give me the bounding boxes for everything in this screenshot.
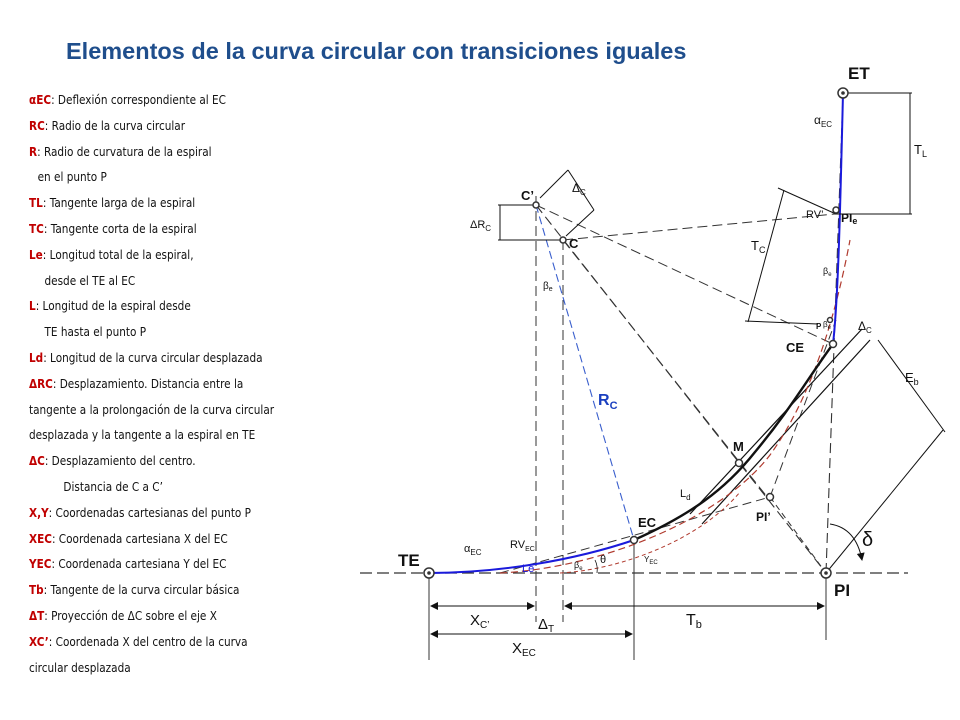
label-ec: EC [638, 515, 657, 530]
point-markers [424, 88, 848, 578]
et-point-inner [841, 91, 845, 95]
label-tl: $T_L$ [914, 142, 927, 159]
label-delta-c-right: $\Delta_C$ [858, 319, 872, 335]
legend-text: TE hasta el punto P [44, 325, 147, 340]
label-c1: C’ [521, 188, 534, 203]
label-rc: $R_C$ [598, 392, 618, 412]
legend-key: XEC [29, 531, 52, 546]
legend-key: TL [29, 196, 43, 211]
label-te: TE [398, 551, 420, 570]
label-pi2: PI’ [756, 510, 771, 524]
label-eb: $E_b$ [905, 370, 919, 387]
legend-text: : Tangente corta de la espiral [43, 221, 197, 236]
label-tb: Tb [686, 612, 702, 631]
eb-ext [826, 430, 943, 573]
legend-key: αEC [29, 93, 52, 107]
legend-text: : Coordenadas cartesianas del punto P [48, 505, 252, 520]
theta-arc [595, 560, 597, 573]
legend-text: circular desplazada [29, 660, 131, 675]
label-theta: θ [600, 554, 607, 566]
legend-key: ΔRC [29, 376, 53, 391]
legend-text: : Longitud total de la espiral, [42, 247, 194, 262]
label-rv1: RV’ [806, 209, 824, 221]
tangent-at-m-1 [690, 329, 862, 514]
pie-point [833, 207, 839, 213]
legend-text: : Longitud de la espiral desde [35, 299, 191, 314]
legend-key: L [29, 299, 36, 314]
delta-arc [830, 524, 862, 560]
legend-key: ΔC [29, 454, 45, 469]
tc-dim [748, 190, 784, 322]
center-to-pie-line [563, 214, 835, 240]
label-ld: $L_d$ [680, 488, 691, 502]
label-xec: $X_{EC}$ [512, 640, 536, 659]
label-beta-e3: $\beta_e$ [823, 266, 832, 278]
legend-key: Le [29, 247, 43, 262]
label-le: Le [522, 563, 535, 575]
label-pie: PIe [841, 211, 858, 226]
tc-ext-bot [745, 321, 818, 324]
pi2-tangent-a [500, 497, 770, 573]
label-ce: CE [786, 340, 805, 355]
label-yec: $Y_{EC}$ [644, 555, 658, 566]
legend-text: : Tangente de la curva circular básica [43, 583, 240, 598]
label-delta-rc: $\Delta R_C$ [470, 219, 492, 233]
legend-key: RC [29, 118, 45, 133]
pi2-to-pi-line [770, 497, 826, 573]
label-alpha-ec-bot: $\alpha_{EC}$ [464, 543, 482, 557]
label-beta-e1: $\beta_e$ [543, 281, 553, 293]
radius-line [536, 205, 634, 540]
pi2-point [767, 494, 774, 501]
label-c: C [569, 236, 579, 251]
legend-text: : Tangente larga de la espiral [42, 196, 196, 211]
legend-text: : Coordenada X del centro de la curva [48, 634, 248, 649]
label-beta-e2: $\beta_e$ [574, 560, 583, 572]
label-m: M [733, 439, 744, 454]
eb-dim [878, 340, 945, 432]
legend-text: : Deflexión correspondiente al EC [51, 93, 226, 107]
label-delta: δ [862, 529, 874, 551]
legend-text: : Radio de curvatura de la espiral [37, 144, 212, 159]
legend-text: : Coordenada cartesiana X del EC [51, 531, 228, 546]
page-title: Elementos de la curva circular con transiciones iguales [66, 38, 687, 64]
label-xc: $X_{C’}$ [470, 612, 490, 631]
delta-c-box-3 [566, 210, 594, 236]
label-beta-e4: $\beta_e$ [823, 320, 831, 331]
c-point [560, 237, 566, 243]
legend-text: Distancia de C a C’ [63, 479, 163, 494]
label-pi: PI [834, 581, 851, 600]
legend-text: tangente a la prolongación de la curva circular [29, 402, 275, 417]
legend-key: Tb [29, 583, 44, 598]
legend-text: en el punto P [37, 170, 107, 185]
delta-c-box-1 [540, 170, 568, 198]
legend-key: ΔT [29, 608, 45, 623]
legend-text: : Longitud de la curva circular desplazada [43, 350, 263, 365]
m-point [736, 460, 743, 467]
label-delta-c-top: $\Delta_C$ [572, 181, 586, 197]
label-tc: $T_C$ [751, 238, 766, 255]
tangent-at-m-2 [702, 340, 870, 524]
legend-text: desplazada y la tangente a la espiral en TE [29, 428, 256, 443]
ce-point [830, 341, 837, 348]
p-point [828, 318, 833, 323]
legend-key: X,Y [29, 505, 49, 520]
legend-key: R [29, 144, 38, 159]
legend-text: : Proyección de ΔC sobre el eje X [44, 608, 217, 623]
label-alpha-ec-top: $\alpha_{EC}$ [814, 113, 833, 129]
legend-key: XC’ [29, 634, 49, 649]
label-et: ET [848, 64, 870, 83]
legend-key: Ld [29, 350, 44, 365]
legend-text: : Desplazamiento del centro. [44, 454, 196, 469]
legend-text: : Desplazamiento. Distancia entre la [52, 376, 244, 391]
te-point-inner [427, 571, 431, 575]
ec-point [631, 537, 638, 544]
legend-text: desde el TE al EC [44, 273, 136, 288]
pi-point-inner [824, 571, 828, 575]
label-delta-t: $\Delta_T$ [538, 616, 555, 635]
legend-text: : Coordenada cartesiana Y del EC [51, 557, 227, 572]
label-p: P [816, 322, 822, 331]
label-rvec: $RV_{EC}$ [510, 539, 535, 553]
legend-text: : Radio de la curva circular [44, 118, 186, 133]
legend-key: TC [29, 221, 44, 236]
bisector-line [536, 205, 826, 573]
legend-key: YEC [29, 557, 52, 572]
